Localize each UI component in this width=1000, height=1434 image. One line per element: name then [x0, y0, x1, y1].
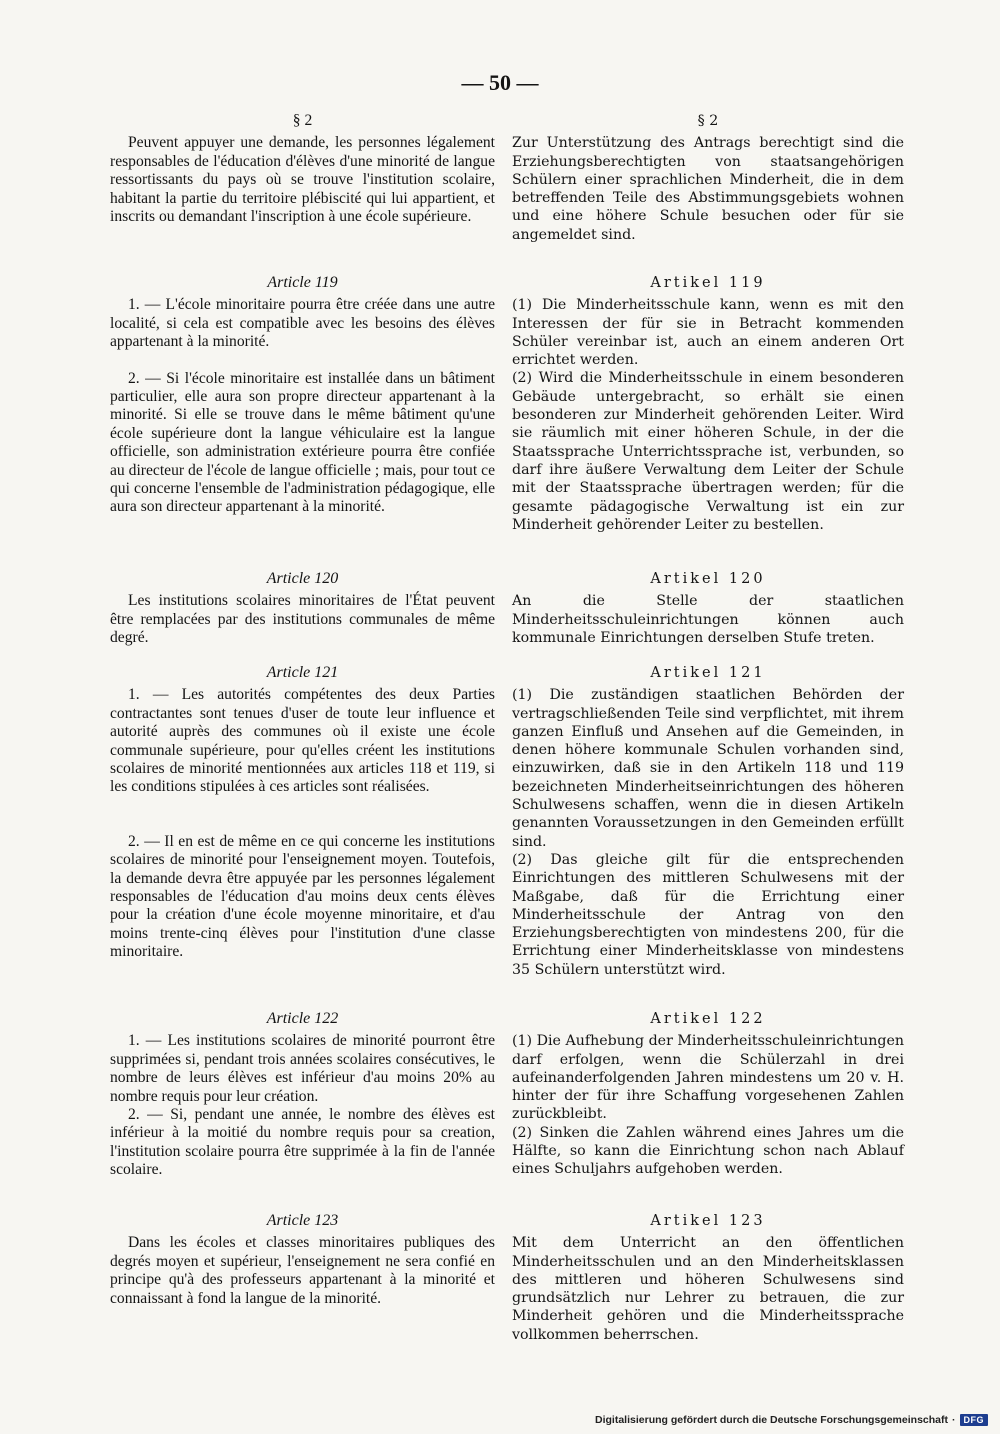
fr-article-120-text: Les institutions scolaires minoritaires de l'État peuvent être remplacées par des institutions communales de même degré. — [110, 592, 495, 647]
fr-article-120 — [110, 570, 495, 648]
fr-section-2-heading: § 2 — [292, 112, 313, 129]
footer — [595, 1414, 988, 1426]
de-article-123-heading: Artikel 123 — [650, 1213, 766, 1229]
fr-article-121 — [110, 664, 495, 962]
fr-article-121-heading: Article 121 — [266, 664, 339, 681]
footer-separator: · — [952, 1414, 956, 1426]
fr-article-122 — [110, 1010, 495, 1180]
de-article-119-heading: Artikel 119 — [650, 275, 766, 291]
fr-section-2 — [110, 112, 495, 226]
page-number: — 50 — — [461, 70, 539, 95]
de-article-123 — [512, 1212, 904, 1344]
dfg-logo: DFG — [960, 1414, 989, 1426]
de-article-121-para-2: (2) Das gleiche gilt für die entsprechenden Einrichtungen des mittleren Schulwesens mit der Maßgabe, daß für die Errichtung einer Minderheitsschule der Antrag von den Erziehungsberechtigten von mindestens 200, für die Errichtung einer Minderheitsklasse von mindestens 35 Schülern unterstützt wird. — [512, 851, 904, 978]
fr-article-123-heading: Article 123 — [266, 1212, 339, 1229]
fr-article-123 — [110, 1212, 495, 1308]
fr-article-121-para-1: 1. — Les autorités compétentes des deux Parties contractantes sont tenues d'user de toute leur influence et autorité auprès des communes où il existe une école communale supérieure, pour qu'elles créent les institutions scolaires de minorité mentionnées aux articles 118 et 119, si les conditions stipulées à ces articles sont réalisées. — [110, 686, 495, 796]
de-article-120 — [512, 570, 904, 647]
fr-article-122-heading: Article 122 — [266, 1010, 339, 1027]
fr-section-2-text: Peuvent appuyer une demande, les personnes légalement responsables de l'éducation d'élèves d'une minorité de langue ressortissants du pays où se trouve l'institution scolaire, habitant la partie du territoire plébiscité qui lui appartient, et inscrits ou demandant l'inscription à une école supérieure. — [110, 134, 495, 226]
fr-article-119-para-2: 2. — Si l'école minoritaire est installée dans un bâtiment particulier, elle aura son propre directeur appartenant à la minorité. Si elle se trouve dans le même bâtiment qu'une école supérieure dont la langue véhiculaire est la langue officielle, son administration extérieure pourra être confiée au directeur de l'école de langue officielle ; mais, pour tout ce qui concerne l'ensemble de l'administration pédagogique, elle aura son directeur appartenant à la minorité. — [110, 369, 495, 516]
de-article-122 — [512, 1010, 904, 1179]
de-section-2-text: Zur Unterstützung des Antrags berechtigt sind die Erziehungsberechtigten von staatsangehörigen Schülern einer sprachlichen Minderheit, die in dem betreffenden Teile des Abstimmungsgebiets wohnen und eine höhere Schule besuchen oder für sie angemeldet sind. — [512, 135, 904, 243]
de-article-120-text: An die Stelle der staatlichen Minderheitsschuleinrichtungen können auch kommunale Einrichtungen derselben Stufe treten. — [512, 593, 904, 646]
fr-article-119-para-1: 1. — L'école minoritaire pourra être créée dans une autre localité, si cela est compatible avec les besoins des élèves appartenant à la minorité. — [110, 296, 495, 351]
fr-article-119 — [110, 274, 495, 517]
de-article-119-para-2: (2) Wird die Minderheitsschule in einem besonderen Gebäude untergebracht, so erhält sie einen besonderen zur Minderheit gehörenden Leiter. Wird sie räumlich mit einer höheren Schule, in der die Staatssprache Unterrichtssprache ist, verbunden, so darf ihre äußere Verwaltung dem Leiter der Schule mit der Staatssprache übertragen werden; für die gesamte pädagogische Verwaltung ist ein zur Minderheit gehörender Leiter zu bestellen. — [512, 370, 904, 533]
fr-article-122-para-2: 2. — Si, pendant une année, le nombre des élèves est inférieur à la moitié du nombre requis pour sa creation, l'institution scolaire pourra être supprimée à la fin de l'année scolaire. — [110, 1106, 495, 1179]
de-article-121-para-1: (1) Die zuständigen staatlichen Behörden der vertragschließenden Teile sind verpflichtet, mit ihrem ganzen Einfluß und Ansehen auf die Gemeinden, in denen höhere kommunale Schulen vorhanden sind, einzuwirken, daß sie in den Artikeln 118 und 119 bezeichneten Minderheitseinrichtungen des höheren Schulwesens schaffen, wenn die in diesen Artikeln genannten Voraussetzungen in den Gemeinden erfüllt sind. — [512, 687, 904, 850]
de-article-122-heading: Artikel 122 — [650, 1011, 766, 1027]
fr-article-120-heading: Article 120 — [266, 570, 339, 587]
de-article-121 — [512, 664, 904, 979]
de-article-122-para-2: (2) Sinken die Zahlen während eines Jahres um die Hälfte, so kann die Einrichtung schon nach Ablauf eines Schuljahrs aufgehoben werden. — [512, 1124, 904, 1178]
fr-article-123-text: Dans les écoles et classes minoritaires publiques des degrés moyen et supérieur, l'enseignement ne sera confié en principe qu'à des professeurs appartenant à la minorité et connaissant à fond la langue de la minorité. — [110, 1234, 495, 1307]
de-article-119 — [512, 274, 904, 534]
de-article-121-heading: Artikel 121 — [650, 665, 766, 681]
de-section-2 — [512, 112, 904, 244]
footer-text: Digitalisierung gefördert durch die Deutsche Forschungsgemeinschaft — [595, 1414, 948, 1426]
fr-article-122-para-1: 1. — Les institutions scolaires de minorité pourront être supprimées si, pendant trois années scolaires consécutives, le nombre de leurs élèves est inférieur d'au moins 20% au nombre requis pour leur création. — [110, 1032, 495, 1105]
de-article-120-heading: Artikel 120 — [650, 571, 766, 587]
de-article-119-para-1: (1) Die Minderheitsschule kann, wenn es mit den Interessen der für sie in Betracht kommenden Schüler vereinbar ist, auch an einem anderen Ort errichtet werden. — [512, 297, 904, 369]
fr-article-121-para-2: 2. — Il en est de même en ce qui concerne les institutions scolaires de minorité pour l'enseignement moyen. Toutefois, la demande devra être appuyée par les personnes légalement responsables de l'éducation d'au moins deux cents élèves pour la création d'une école moyenne minoritaire, et d'au moins trente-cinq élèves pour l'institution d'une classe minoritaire. — [110, 832, 495, 961]
de-article-122-para-1: (1) Die Aufhebung der Minderheitsschuleinrichtungen darf erfolgen, wenn die Schülerzahl in drei aufeinanderfolgenden Jahren mindestens um 20 v. H. hinter der für ihre Schaffung vorgesehenen Zahlen zurückbleibt. — [512, 1033, 904, 1123]
de-article-123-text: Mit dem Unterricht an den öffentlichen Minderheitsschulen und an den Minderheitsklassen des mittleren und höheren Schulwesens sind grundsätzlich nur Lehrer zu betrauen, die zur Minderheit gehören und die Minderheitssprache vollkommen beherrschen. — [512, 1235, 904, 1343]
de-section-2-heading: § 2 — [697, 113, 719, 129]
fr-article-119-heading: Article 119 — [267, 274, 338, 291]
